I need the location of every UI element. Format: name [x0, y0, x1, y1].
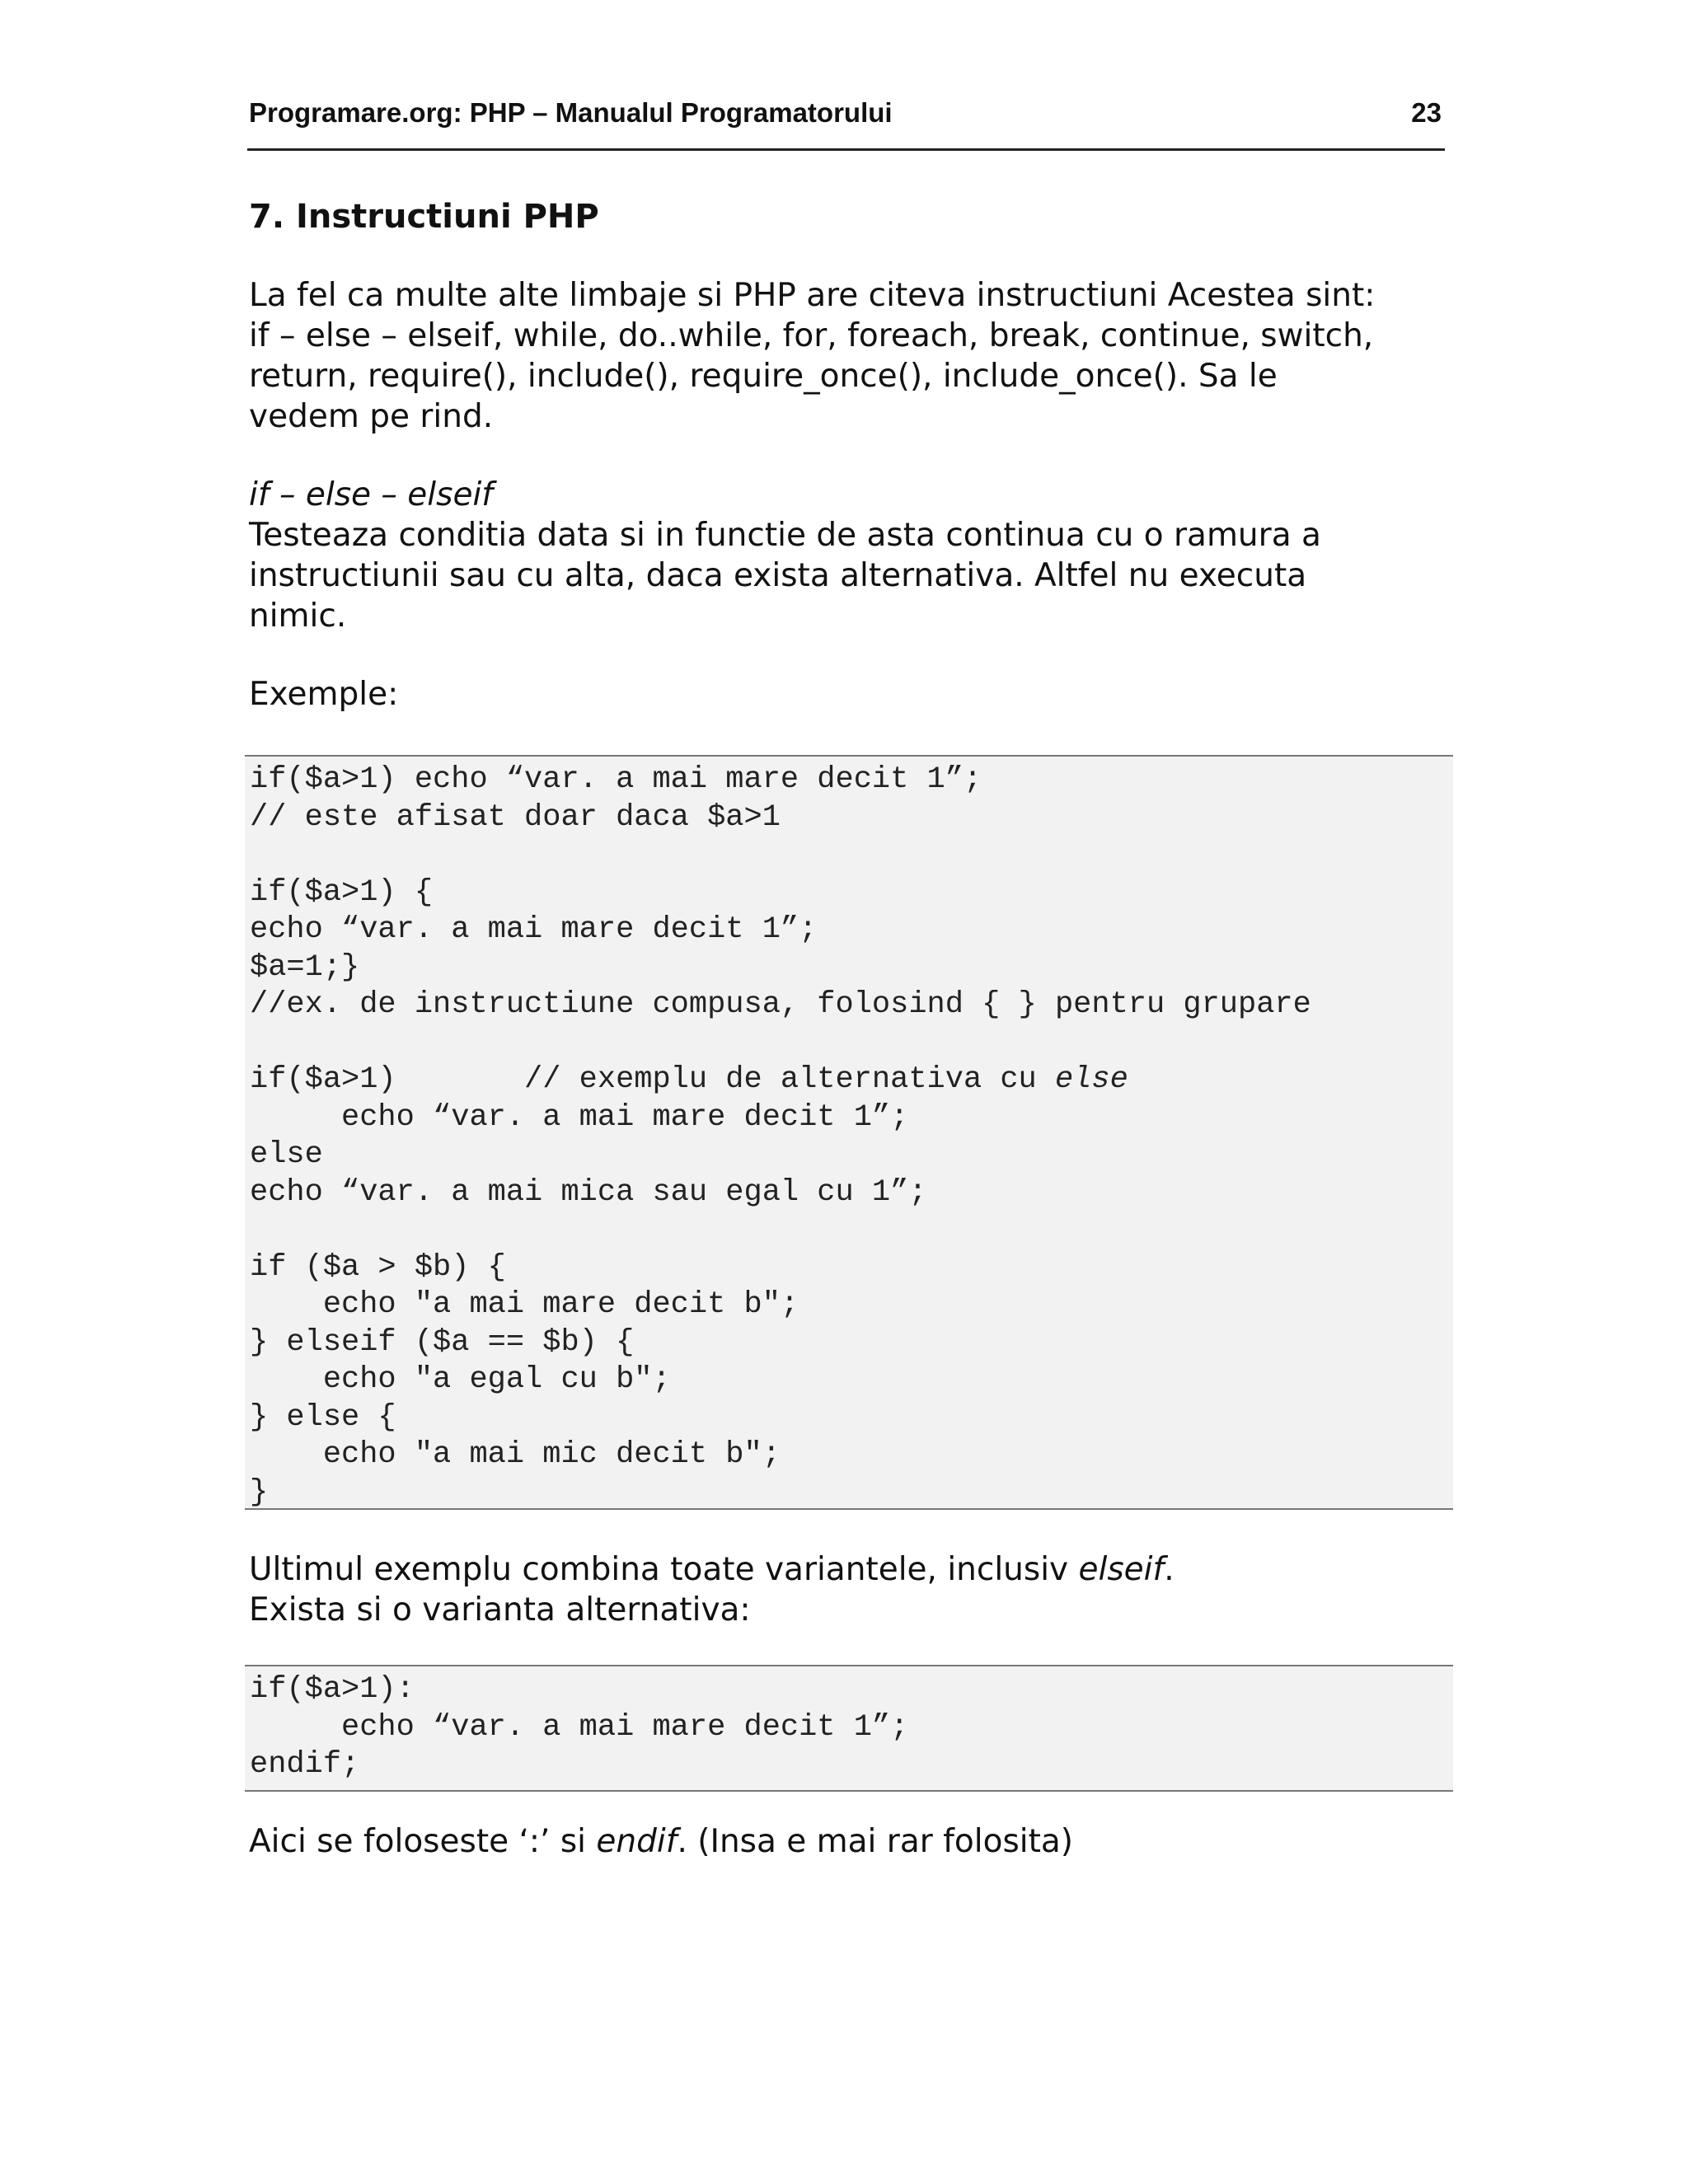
code-line: else	[250, 1137, 323, 1172]
code-line: echo "a mai mic decit b";	[250, 1437, 781, 1472]
ifelse-line: Testeaza conditia data si in functie de asta continua cu o ramura a	[249, 517, 1321, 554]
code-line: echo “var. a mai mica sau egal cu 1”;	[250, 1174, 927, 1210]
intro-paragraph	[249, 275, 1452, 437]
closing-paragraph	[249, 1821, 1452, 1862]
examples-label-block	[249, 674, 1452, 715]
intro-line: vedem pe rind.	[249, 398, 494, 435]
code-line: } elseif ($a == $b) {	[250, 1324, 635, 1360]
ifelse-paragraph	[249, 475, 1452, 636]
code-line	[250, 837, 1453, 874]
text-line: Exista si o varianta alternativa:	[249, 1591, 751, 1629]
code-line	[250, 1062, 1453, 1099]
code-line: //ex. de instructiune compusa, folosind { } pentru grupare	[250, 987, 1311, 1022]
section-heading: 7. Instructiuni PHP	[249, 198, 599, 236]
code-line: echo “var. a mai mare decit 1”;	[250, 1099, 909, 1135]
code-italic-keyword: else	[1054, 1062, 1128, 1097]
code-text: if($a>1) // exemplu de alternativa cu	[250, 1062, 1055, 1097]
code-line	[250, 1024, 1453, 1062]
text-run: .	[1164, 1551, 1175, 1588]
code-line: if($a>1):	[250, 1672, 415, 1707]
code-block-alternative	[245, 1665, 1453, 1792]
code-line: // este afisat doar daca $a>1	[250, 799, 781, 835]
ifelse-line: nimic.	[249, 598, 347, 635]
ifelse-subheading: if – else – elseif	[249, 476, 494, 513]
code-line: if ($a > $b) {	[250, 1249, 506, 1285]
code-line: echo "a mai mare decit b";	[250, 1287, 799, 1322]
intro-line: if – else – elseif, while, do..while, for, foreach, break, continue, switch,	[249, 317, 1374, 354]
text-run: Aici se foloseste ‘:’ si	[249, 1823, 597, 1860]
code-line: echo “var. a mai mare decit 1”;	[250, 912, 818, 947]
text-italic: endif	[596, 1823, 678, 1860]
page-header	[247, 96, 1445, 151]
code-line: echo “var. a mai mare decit 1”;	[250, 1709, 909, 1745]
header-title: Programare.org: PHP – Manualul Programatorului	[249, 97, 893, 128]
code-line: }	[250, 1474, 269, 1510]
code-line	[250, 1212, 1453, 1249]
code-line: } else {	[250, 1399, 396, 1435]
code-line: if($a>1) echo “var. a mai mare decit 1”;	[250, 762, 982, 797]
code-line: echo "a egal cu b";	[250, 1362, 671, 1397]
code-block-examples	[245, 755, 1453, 1510]
intro-line: return, require(), include(), require_once(), include_once(). Sa le	[249, 358, 1278, 395]
code-line: endif;	[250, 1747, 360, 1782]
text-run: Ultimul exemplu combina toate variantele, inclusiv	[249, 1551, 1079, 1588]
after-code-paragraph	[249, 1549, 1452, 1630]
examples-label: Exemple:	[249, 676, 399, 713]
text-italic: elseif	[1078, 1551, 1165, 1588]
ifelse-line: instructiunii sau cu alta, daca exista alternativa. Altfel nu executa	[249, 557, 1307, 594]
page-number: 23	[1411, 97, 1442, 128]
intro-line: La fel ca multe alte limbaje si PHP are citeva instructiuni Acestea sint:	[249, 277, 1376, 314]
code-line: if($a>1) {	[250, 874, 434, 910]
text-run: . (Insa e mai rar folosita)	[677, 1823, 1074, 1860]
code-line: $a=1;}	[250, 949, 360, 985]
